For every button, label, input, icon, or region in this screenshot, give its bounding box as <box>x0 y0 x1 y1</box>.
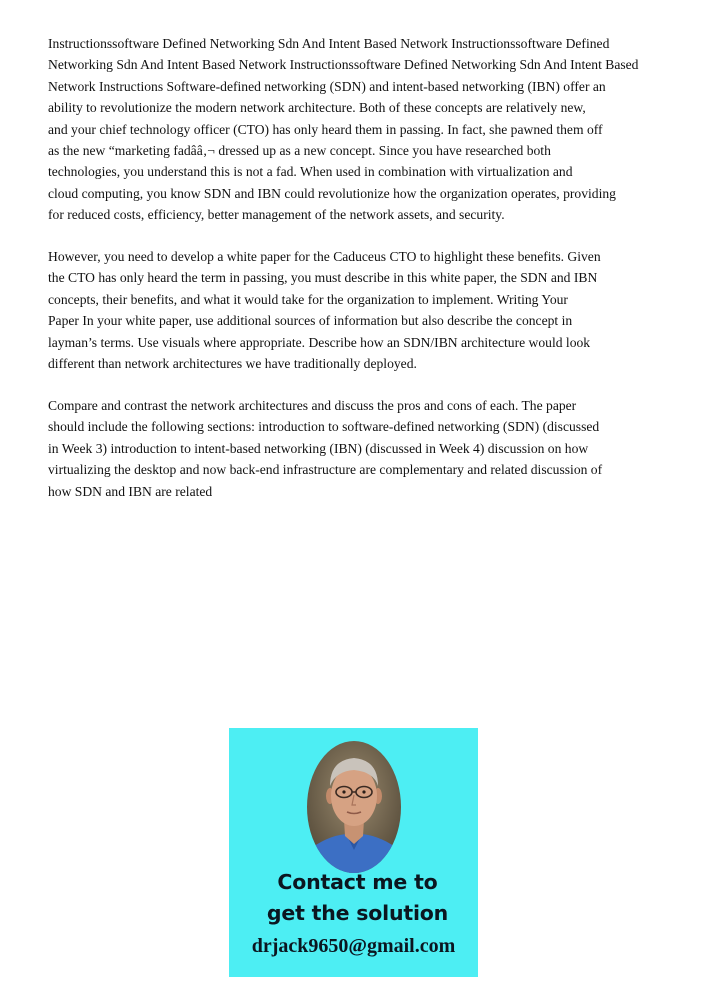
text-line: Instructionssoftware Defined Networking Sdn And Intent Based Network Instructionssoftware Defined <box>48 36 610 51</box>
text-line: and your chief technology officer (CTO) has only heard them in passing. In fact, she pawned them off <box>48 121 603 137</box>
text-line: should include the following sections: introduction to software-defined networking (SDN) (discussed <box>48 419 600 435</box>
text-line: Paper In your white paper, use additional sources of information but also describe the concept in <box>48 313 573 329</box>
text-line: virtualizing the desktop and now back-end infrastructure are complementary and related discussion of <box>48 462 603 478</box>
text-line: Networking Sdn And Intent Based Network Instructionssoftware Defined Networking Sdn And Intent Based <box>48 57 639 73</box>
text-line: Network Instructions Software-defined networking (SDN) and intent-based networking (IBN) offer an <box>48 78 606 94</box>
text-line: ability to revolutionize the modern network architecture. Both of these concepts are relatively new, <box>48 100 586 116</box>
text-line: how SDN and IBN are related <box>48 483 213 499</box>
text-line: the CTO has only heard the term in passing, you must describe in this white paper, the SDN and IBN <box>48 270 598 286</box>
contact-heading-line2: get the solution <box>266 901 449 925</box>
contact-promo-banner[interactable] <box>229 728 478 977</box>
text-line: different than network architectures we have traditionally deployed. <box>48 356 417 372</box>
text-line: as the new “marketing fadââ‚¬ dressed up as a new concept. Since you have researched both <box>48 143 551 159</box>
text-line: cloud computing, you know SDN and IBN could revolutionize how the organization operates, providing <box>48 185 616 201</box>
paragraph-white-paper-task <box>48 246 601 374</box>
text-line: However, you need to develop a white paper for the Caduceus CTO to highlight these benefits. Given <box>48 249 601 264</box>
text-line: for reduced costs, efficiency, better management of the network assets, and security. <box>48 207 505 223</box>
paragraph-required-sections <box>48 395 602 502</box>
contact-heading-line1: Contact me to <box>277 870 438 894</box>
text-line: technologies, you understand this is not a fad. When used in combination with virtualization and <box>48 164 573 180</box>
text-line: concepts, their benefits, and what it would take for the organization to implement. Writing Your <box>48 291 568 307</box>
text-line: layman’s terms. Use visuals where appropriate. Describe how an SDN/IBN architecture would look <box>48 334 591 350</box>
portrait-photo <box>306 740 402 874</box>
text-line: in Week 3) introduction to intent-based networking (IBN) (discussed in Week 4) discussion on how <box>48 440 589 456</box>
contact-email-link[interactable]: drjack9650@gmail.com <box>251 935 456 957</box>
paragraph-assignment-intro <box>48 33 638 226</box>
text-line: Compare and contrast the network architectures and discuss the pros and cons of each. The paper <box>48 398 577 413</box>
